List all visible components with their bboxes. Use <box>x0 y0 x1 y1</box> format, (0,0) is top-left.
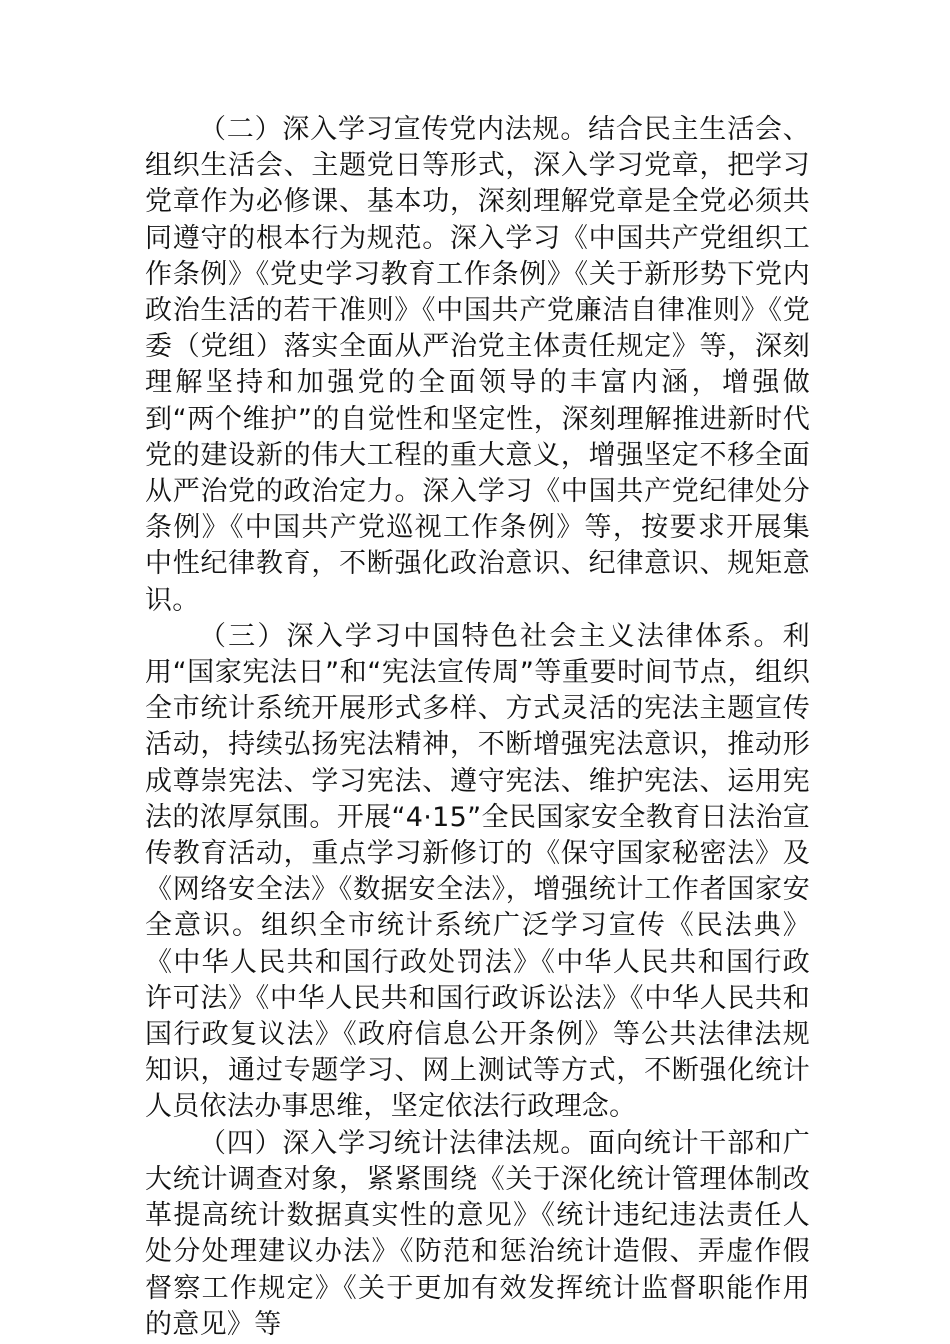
paragraph-party-regulations: （二）深入学习宣传党内法规。结合民主生活会、组织生活会、主题党日等形式，深入学习党章，把学习党章作为必修课、基本功，深刻理解党章是全党必须共同遵守的根本行为规范。深入学习《中国共产党组织工作条例》《党史学习教育工作条例》《关于新形势下党内政治生活的若干准则》《中国共产党廉洁自律准则》《党委（党组）落实全面从严治党主体责任规定》等，深刻理解坚持和加强党的全面领导的丰富内涵，增强做到“两个维护”的自觉性和坚定性，深刻理解推进新时代党的建设新的伟大工程的重大意义，增强坚定不移全面从严治党的政治定力。深入学习《中国共产党纪律处分条例》《中国共产党巡视工作条例》等，按要求开展集中性纪律教育，不断强化政治意识、纪律意识、规矩意识。 <box>145 114 810 616</box>
document-body <box>145 112 810 1343</box>
paragraph-statistics-law: （四）深入学习统计法律法规。面向统计干部和广大统计调查对象，紧紧围绕《关于深化统计管理体制改革提高统计数据真实性的意见》《统计违纪违法责任人处分处理建议办法》《防范和惩治统计造假、弄虚作假督察工作规定》《关于更加有效发挥统计监督职能作用的意见》等 <box>145 1127 810 1340</box>
paragraph-legal-system: （三）深入学习中国特色社会主义法律体系。利用“国家宪法日”和“宪法宣传周”等重要时间节点，组织全市统计系统开展形式多样、方式灵活的宪法主题宣传活动，持续弘扬宪法精神，不断增强宪法意识，推动形成尊崇宪法、学习宪法、遵守宪法、维护宪法、运用宪法的浓厚氛围。开展“4·15”全民国家安全教育日法治宣传教育活动，重点学习新修订的《保守国家秘密法》及《网络安全法》《数据安全法》，增强统计工作者国家安全意识。组织全市统计系统广泛学习宣传《民法典》《中华人民共和国行政处罚法》《中华人民共和国行政许可法》《中华人民共和国行政诉讼法》《中华人民共和国行政复议法》《政府信息公开条例》等公共法律法规知识，通过专题学习、网上测试等方式，不断强化统计人员依法办事思维，坚定依法行政理念。 <box>145 620 810 1123</box>
